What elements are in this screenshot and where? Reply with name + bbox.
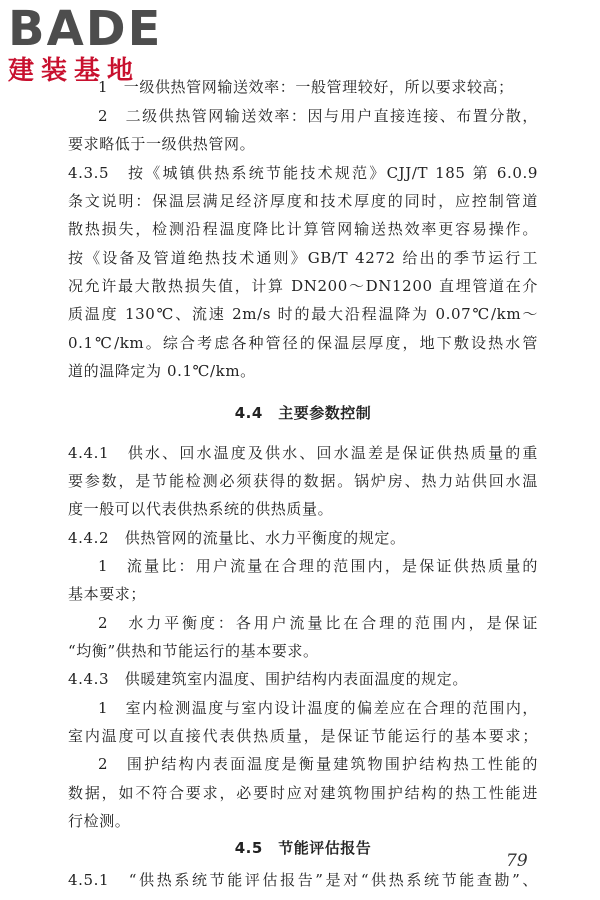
page-number: 79 [506, 851, 528, 871]
clause-4-4-3-line-1: 4.4.3 供暖建筑室内温度、围护结构内表面温度的规定。 [68, 670, 468, 688]
clause-4-5-1-line-1: 4.5.1 “供热系统节能评估报告”是对“供热系统节能查勘”、 [68, 871, 538, 889]
clause-4-4-2-item-1-line-1: 1 流量比：用户流量在合理的范围内，是保证供热质量的 [98, 557, 538, 575]
item-1-line-1: 1 一级供热管网输送效率：一般管理较好，所以要求较高； [98, 78, 514, 96]
clause-4-3-5-line-1: 4.3.5 按《城镇供热系统节能技术规范》CJJ/T 185 第 6.0.9 [68, 164, 538, 182]
clause-4-4-2-item-1-line-2: 基本要求； [68, 585, 147, 603]
clause-4-3-5-line-7: 0.1℃/km。综合考虑各种管径的保温层厚度，地下敷设热水管 [68, 334, 538, 352]
section-heading-4-5: 4.5 节能评估报告 [234, 839, 372, 857]
clause-4-4-1-line-1: 4.4.1 供水、回水温度及供水、回水温差是保证供热质量的重 [68, 444, 538, 462]
clause-4-3-5-line-6: 质温度 130℃、流速 2m/s 时的最大沿程温降为 0.07℃/km～ [68, 305, 538, 323]
item-2-line-1: 2 二级供热管网输送效率：因与用户直接连接、布置分散， [98, 107, 538, 125]
section-heading-4-4: 4.4 主要参数控制 [234, 404, 372, 422]
clause-4-3-5-line-3: 散热损失，检测沿程温度降比计算管网输送热效率更容易操作。 [68, 220, 538, 238]
clause-4-4-2-item-2-line-2: “均衡”供热和节能运行的基本要求。 [68, 642, 319, 660]
logo-tagline-text: 建装基地 [8, 56, 141, 86]
clause-4-3-5-line-8: 道的温降定为 0.1℃/km。 [68, 362, 256, 380]
clause-4-3-5-line-4: 按《设备及管道绝热技术通则》GB/T 4272 给出的季节运行工 [68, 249, 538, 267]
clause-4-4-3-item-1-line-1: 1 室内检测温度与室内设计温度的偏差应在合理的范围内， [98, 699, 538, 717]
clause-4-4-1-line-3: 度一般可以代表供热系统的供热质量。 [68, 500, 334, 518]
clause-4-4-1-line-2: 要参数，是节能检测必须获得的数据。锅炉房、热力站供回水温 [68, 472, 538, 490]
clause-4-4-3-item-2-line-2: 数据，如不符合要求，必要时应对建筑物围护结构的热工性能进 [68, 784, 538, 802]
clause-4-3-5-line-5: 况允许最大散热损失值，计算 DN200～DN1200 直埋管道在介 [68, 277, 538, 295]
clause-4-4-3-item-1-line-2: 室内温度可以直接代表供热质量，是保证节能运行的基本要求； [68, 727, 538, 745]
item-2-line-2: 要求略低于一级供热管网。 [68, 135, 256, 153]
clause-4-4-3-item-2-line-1: 2 围护结构内表面温度是衡量建筑物围护结构热工性能的 [98, 755, 538, 773]
clause-4-4-2-item-2-line-1: 2 水力平衡度：各用户流量比在合理的范围内，是保证 [98, 614, 538, 632]
clause-4-4-2-line-1: 4.4.2 供热管网的流量比、水力平衡度的规定。 [68, 529, 406, 547]
clause-4-3-5-line-2: 条文说明：保温层满足经济厚度和技术厚度的同时，应控制管道 [68, 192, 538, 210]
clause-4-4-3-item-2-line-3: 行检测。 [68, 812, 131, 830]
logo-brand-text: BADE [8, 1, 163, 57]
